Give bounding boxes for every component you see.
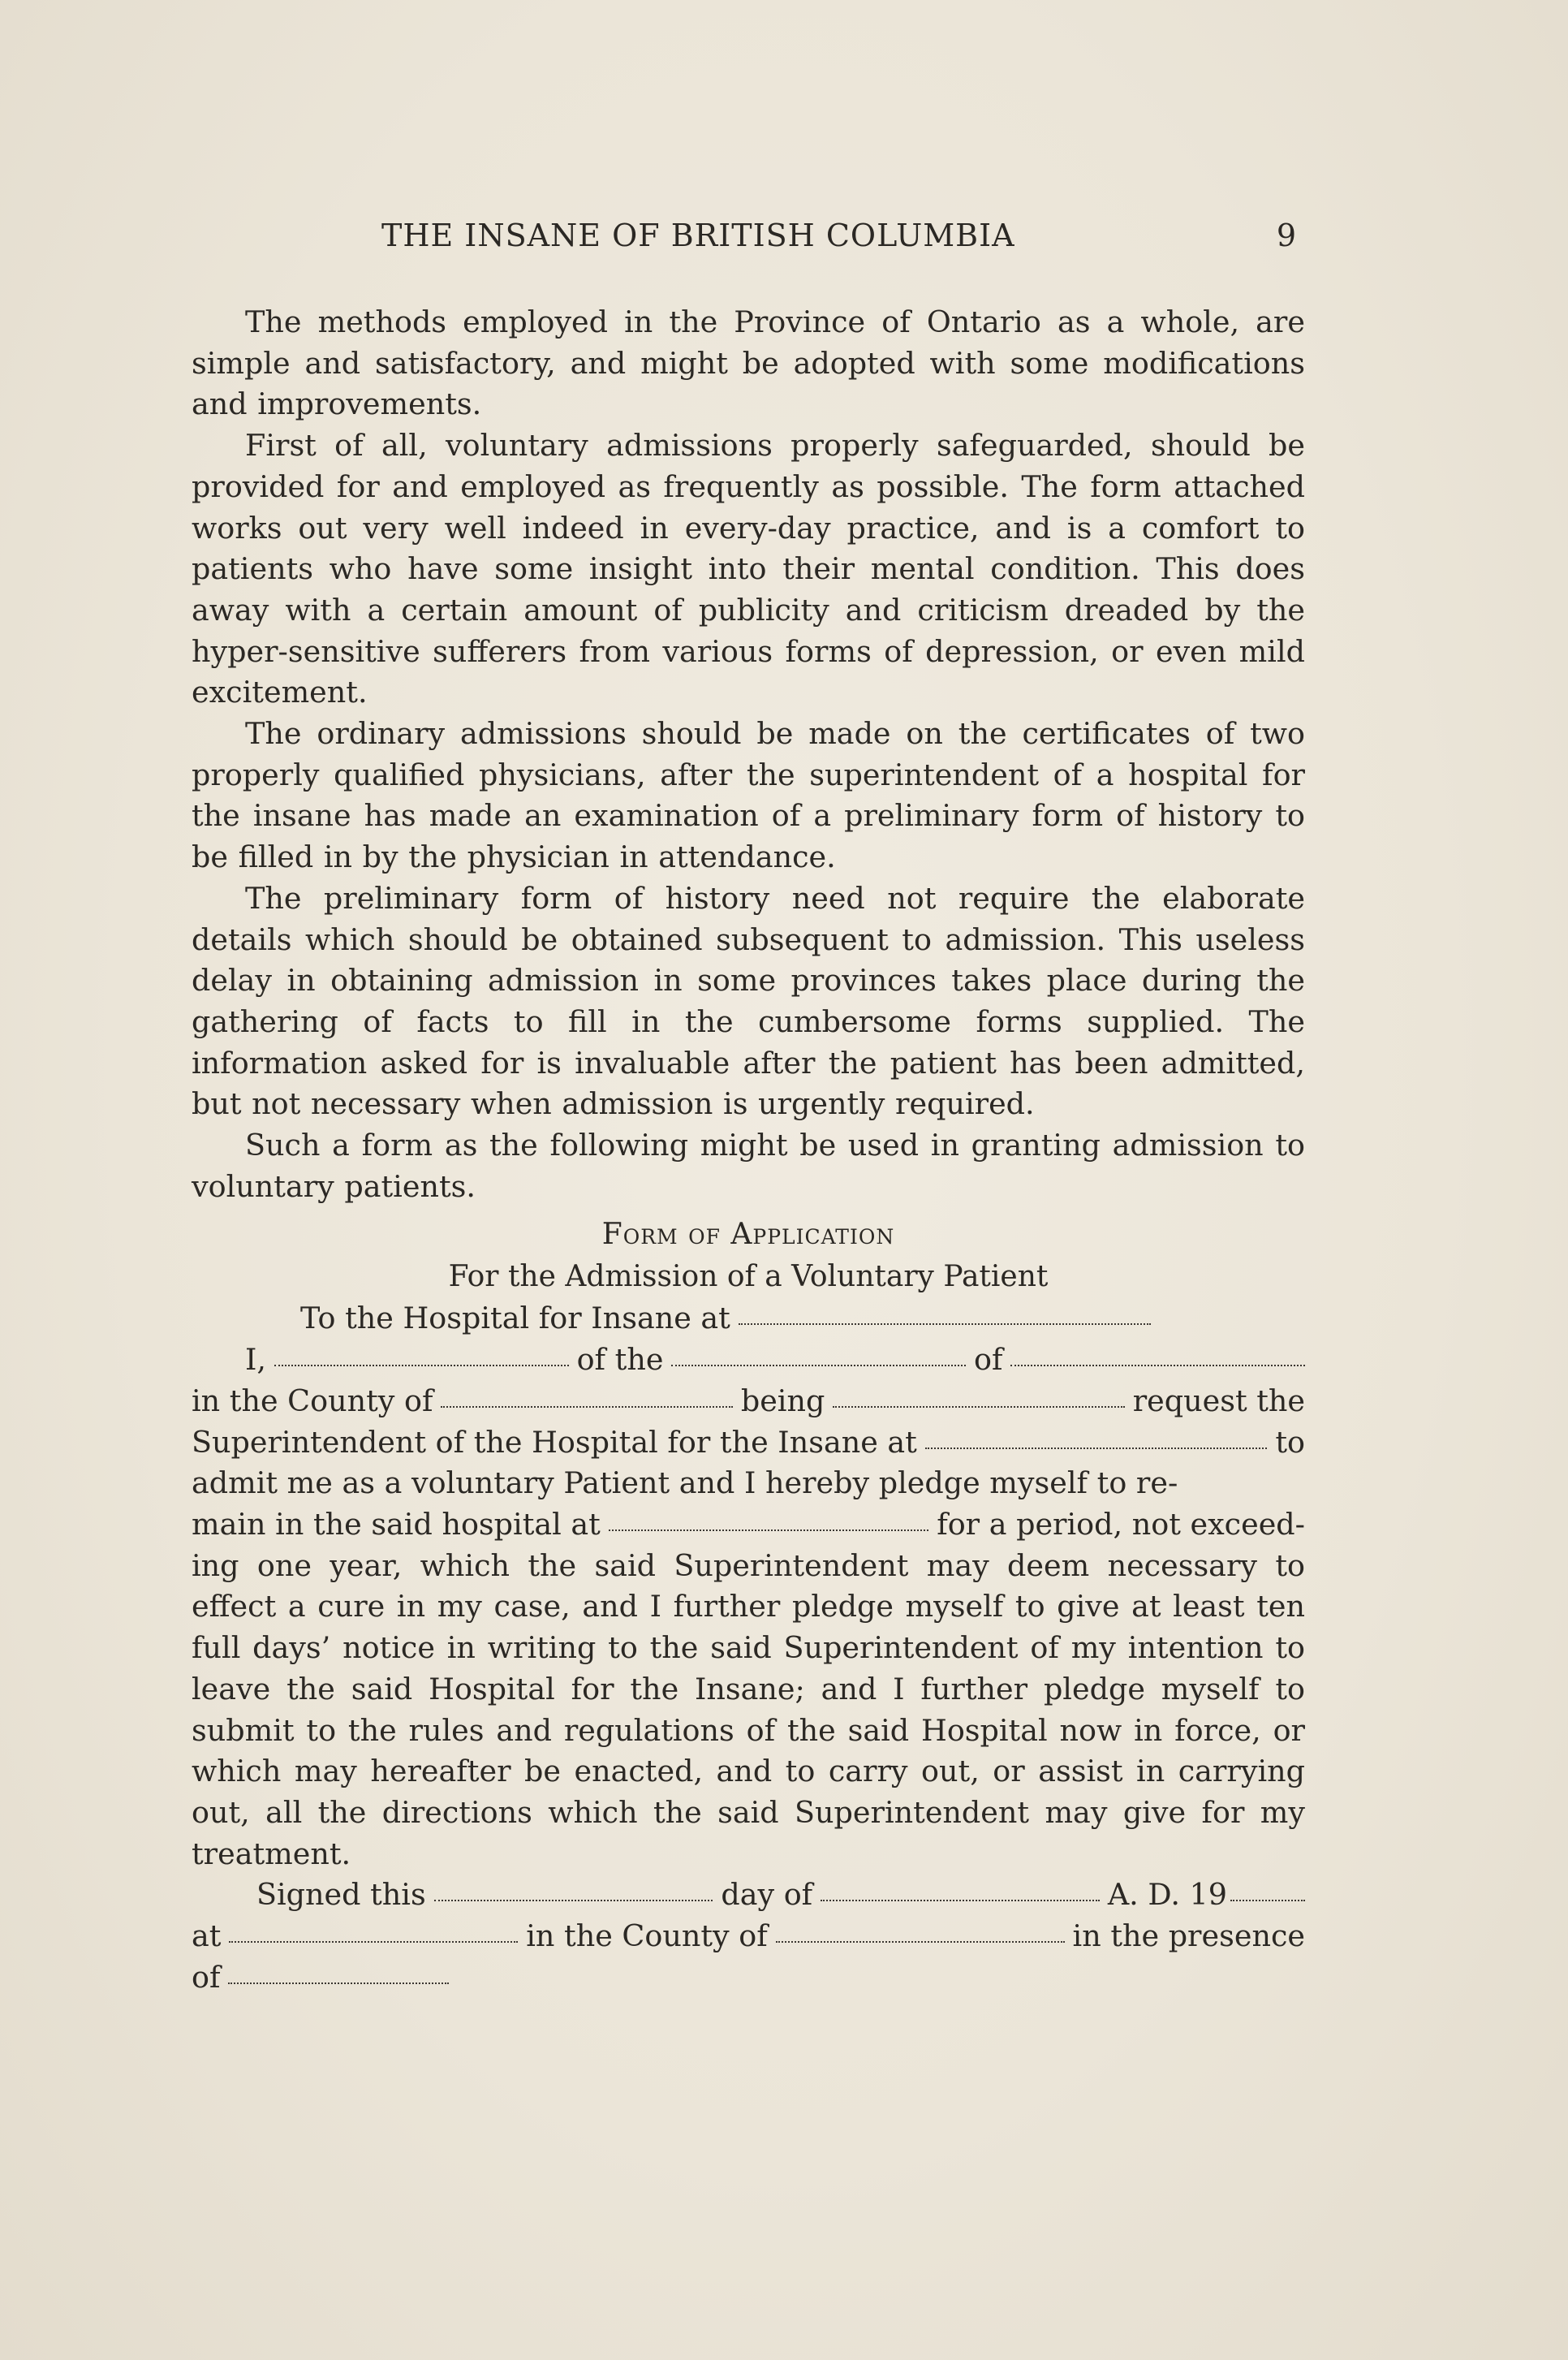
hospital-label: To the Hospital for Insane at [300, 1301, 730, 1336]
place-blank[interactable] [1010, 1365, 1305, 1366]
i-label: I, [245, 1342, 267, 1378]
of-the-label: of the [576, 1342, 664, 1378]
signed-month-blank[interactable] [821, 1900, 1100, 1901]
paragraph-2: First of all, voluntary admissions properly safeguarded, should be provided for and employed as frequently as possible. The form attached works out very well indeed in every-day practice, and is a comfort to patients who have some insight into their mental condition. This does away with a certain amount of publicity and criticism dreaded by the hyper-sensitive sufferers from various forms of depression, or even mild excitement. [192, 428, 1305, 710]
county-blank[interactable] [441, 1406, 732, 1408]
period-label: for a period, not exceed- [937, 1506, 1305, 1542]
hospital-blank[interactable] [739, 1323, 1151, 1325]
day-of-label: day of [721, 1877, 813, 1913]
form-line-superintendent [192, 1422, 1305, 1464]
at-label: at [192, 1918, 222, 1954]
signed-day-blank[interactable] [434, 1900, 713, 1901]
witness-blank[interactable] [228, 1982, 449, 1984]
remain-blank[interactable] [609, 1529, 928, 1531]
year-blank[interactable] [1230, 1900, 1305, 1901]
paragraph-5: Such a form as the following might be used in granting admission to voluntary patients. [192, 1128, 1305, 1204]
name-blank[interactable] [274, 1365, 569, 1366]
ad-label: A. D. 19 [1107, 1877, 1228, 1913]
form-line-admit [192, 1463, 1305, 1504]
remain-label: main in the said hospital at [192, 1506, 601, 1542]
form-heading: Form of Application [601, 1218, 895, 1252]
form-line-signed [192, 1875, 1305, 1916]
body-text [192, 302, 1305, 1998]
page-number: 9 [1276, 218, 1297, 253]
form-line-of [192, 1957, 1305, 1999]
being-label: being [740, 1383, 825, 1418]
form-line-hospital [192, 1298, 1305, 1340]
request-label: request the [1132, 1383, 1306, 1418]
superintendent-label: Superintendent of the Hospital for the Insane at [192, 1424, 917, 1460]
county-label: in the County of [192, 1383, 433, 1418]
form-line-remain [192, 1504, 1305, 1546]
form-subheading: For the Admission of a Voluntary Patient [448, 1260, 1049, 1294]
presence-label: in the presence [1072, 1918, 1305, 1954]
admit-text: admit me as a voluntary Patient and I hereby pledge myself to re- [192, 1465, 1178, 1501]
being-blank[interactable] [833, 1406, 1124, 1408]
paragraph-4: The preliminary form of history need not require the elaborate details which should be obtained subsequent to admission. This useless delay in obtaining admission in some provinces takes place during the gathering of facts to fill in the cumbersome forms supplied. The information asked for is invaluable after the patient has been admitted, but not necessary when admission is urgently required. [192, 880, 1305, 1122]
paragraph-1: The methods employed in the Province of Ontario as a whole, are simple and satisfactory, and might be adopted with some modifications and improvements. [192, 304, 1305, 422]
county-of-label: in the County of [526, 1918, 768, 1954]
at-blank[interactable] [229, 1941, 518, 1943]
form-heading-block [192, 1214, 1305, 1298]
of-witness-label: of [192, 1959, 221, 1995]
at-county-blank[interactable] [776, 1941, 1065, 1943]
paragraph-3: The ordinary admissions should be made on the certificates of two properly qualified physicians, after the superintendent of a hospital for the insane has made an examination of a preliminary form of history to be filled in by the physician in attendance. [192, 716, 1305, 875]
form-line-at [192, 1916, 1305, 1957]
superintendent-blank[interactable] [925, 1447, 1268, 1449]
residence-blank[interactable] [671, 1365, 966, 1366]
signed-label: Signed this [256, 1877, 426, 1913]
application-form [192, 1298, 1305, 1998]
to-label: to [1275, 1424, 1305, 1460]
form-paragraph: ing one year, which the said Superintendent may deem necessary to effect a cure in my case, and I further pledge myself to give at least ten full days’ notice in writing to the said Superintendent of my intention to leave the said Hospital for the Insane; and I further pledge myself to submit to the rules and regulations of the said Hospital now in force, or which may hereafter be enacted, and to carry out, or assist in carrying out, all the directions which the said Superintendent may give for my treatment. [192, 1547, 1305, 1871]
form-paragraph-block [192, 1546, 1305, 1875]
running-title: THE INSANE OF BRITISH COLUMBIA [381, 218, 1015, 253]
of-label: of [973, 1342, 1003, 1378]
running-head [192, 218, 1305, 266]
form-line-name [192, 1340, 1305, 1381]
form-line-county [192, 1381, 1305, 1422]
